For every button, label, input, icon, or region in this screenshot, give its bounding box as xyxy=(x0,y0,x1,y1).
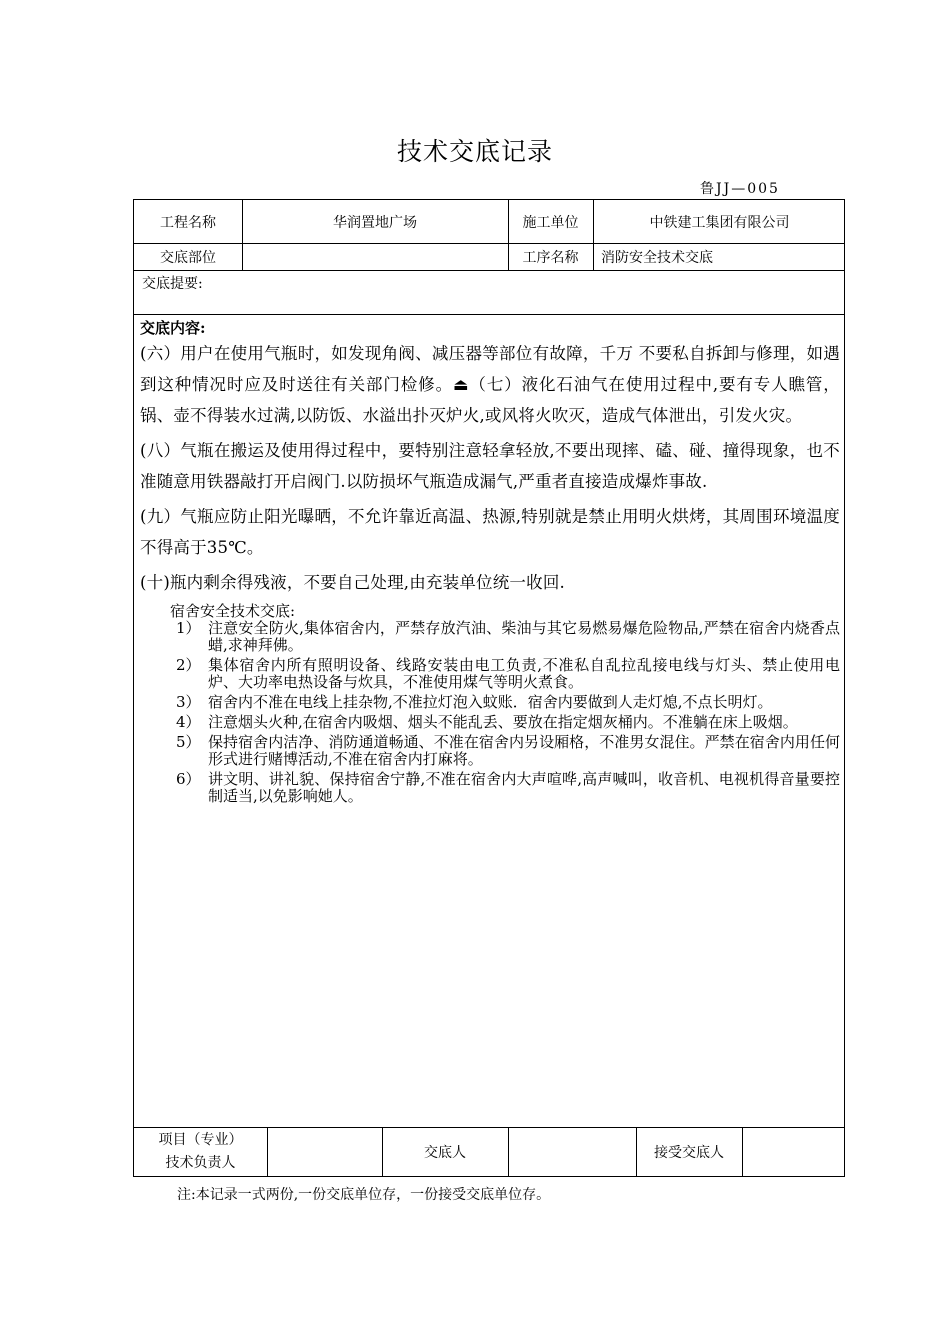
content-label: 交底内容: xyxy=(140,319,206,337)
process-name-value: 消防安全技术交底 xyxy=(601,249,713,266)
list-item xyxy=(140,620,840,654)
location-label: 交底部位 xyxy=(160,249,216,266)
tech-lead-value xyxy=(267,1127,382,1177)
location-value xyxy=(242,243,508,270)
list-item xyxy=(140,657,840,691)
receiver-value xyxy=(742,1127,846,1177)
list-item-number: 6） xyxy=(176,770,201,788)
content-paragraph: (十)瓶内剩余得残液，不要自己处理,由充装单位统一收回. xyxy=(140,573,565,592)
process-name-label: 工序名称 xyxy=(522,249,579,266)
footer-note: 注:本记录一式两份,一份交底单位存，一份接受交底单位存。 xyxy=(177,1187,551,1203)
project-name-label: 工程名称 xyxy=(160,214,216,231)
row-divider xyxy=(134,270,844,271)
construction-unit-label: 施工单位 xyxy=(522,214,579,231)
content-paragraph: (八）气瓶在搬运及使用得过程中，要特别注意轻拿轻放,不要出现摔、磕、碰、撞得现象，也不准随意用铁器敲打开启阀门.以防损坏气瓶造成漏气,严重者直接造成爆炸事故. xyxy=(140,441,840,491)
list-item xyxy=(140,734,840,768)
list-item-number: 5） xyxy=(176,733,201,751)
list-item xyxy=(140,694,840,711)
dorm-rules-list xyxy=(140,620,840,805)
list-item-text: 注意安全防火,集体宿舍内，严禁存放汽油、柴油与其它易燃易爆危险物品,严禁在宿舍内烧香点蜡,求神拜佛。 xyxy=(208,619,840,654)
list-item-text: 集体宿舍内所有照明设备、线路安装由电工负责,不准私自乱拉乱接电线与灯头、禁止使用电炉、大功率电热设备与炊具，不准使用煤气等明火煮食。 xyxy=(208,656,840,691)
list-item xyxy=(140,714,840,731)
list-item-number: 4） xyxy=(176,713,201,731)
list-item-text: 讲文明、讲礼貌、保持宿舍宁静,不准在宿舍内大声喧哗,高声喊叫，收音机、电视机得音量要控制适当,以免影响她人。 xyxy=(208,770,840,805)
tech-lead-label xyxy=(134,1127,267,1177)
discloser-value xyxy=(508,1127,636,1177)
construction-unit-value: 中铁建工集团有限公司 xyxy=(649,214,790,231)
tech-lead-label-line2: 技术负责人 xyxy=(165,1155,236,1171)
row-divider xyxy=(134,314,844,315)
summary-label: 交底提要: xyxy=(142,276,203,292)
list-item xyxy=(140,771,840,805)
list-item-number: 1） xyxy=(176,619,201,637)
dorm-section-heading: 宿舍安全技术交底: xyxy=(170,602,296,620)
list-item-text: 保持宿舍内洁净、消防通道畅通、不准在宿舍内另设厢格，不准男女混住。严禁在宿舍内用任何形式进行赌博活动,不准在宿舍内打麻将。 xyxy=(208,733,840,768)
content-paragraph: (六）用户在使用气瓶时，如发现角阀、减压器等部位有故障，千万 不要私自拆卸与修理，如遇到这种情况时应及时送往有关部门检修。⏏（七）液化石油气在使用过程中,要有专人瞧管，锅、壶不得装水过满,以防饭、水溢出扑灭炉火,或风将火吹灭，造成气体泄出，引发火灾。 xyxy=(140,344,840,425)
tech-lead-label-line1: 项目（专业） xyxy=(158,1132,243,1148)
list-item-number: 2） xyxy=(176,656,201,674)
record-code: 鲁JJ—005 xyxy=(700,181,780,197)
project-name-value: 华润置地广场 xyxy=(333,214,417,231)
content-paragraph: (九）气瓶应防止阳光曝晒，不允许靠近高温、热源,特别就是禁止用明火烘烤，其周围环境温度不得高于35℃。 xyxy=(140,507,840,557)
list-item-text: 宿舍内不准在电线上挂杂物,不准拉灯泡入蚊账．宿舍内要做到人走灯熄,不点长明灯。 xyxy=(208,693,773,711)
disclosure-content xyxy=(140,318,840,808)
discloser-label: 交底人 xyxy=(424,1145,466,1161)
list-item-text: 注意烟头火种,在宿舍内吸烟、烟头不能乱丢、要放在指定烟灰桶内。不准躺在床上吸烟。 xyxy=(208,713,798,731)
page-title: 技术交底记录 xyxy=(396,137,553,166)
list-item-number: 3） xyxy=(176,693,201,711)
receiver-label: 接受交底人 xyxy=(654,1145,724,1161)
